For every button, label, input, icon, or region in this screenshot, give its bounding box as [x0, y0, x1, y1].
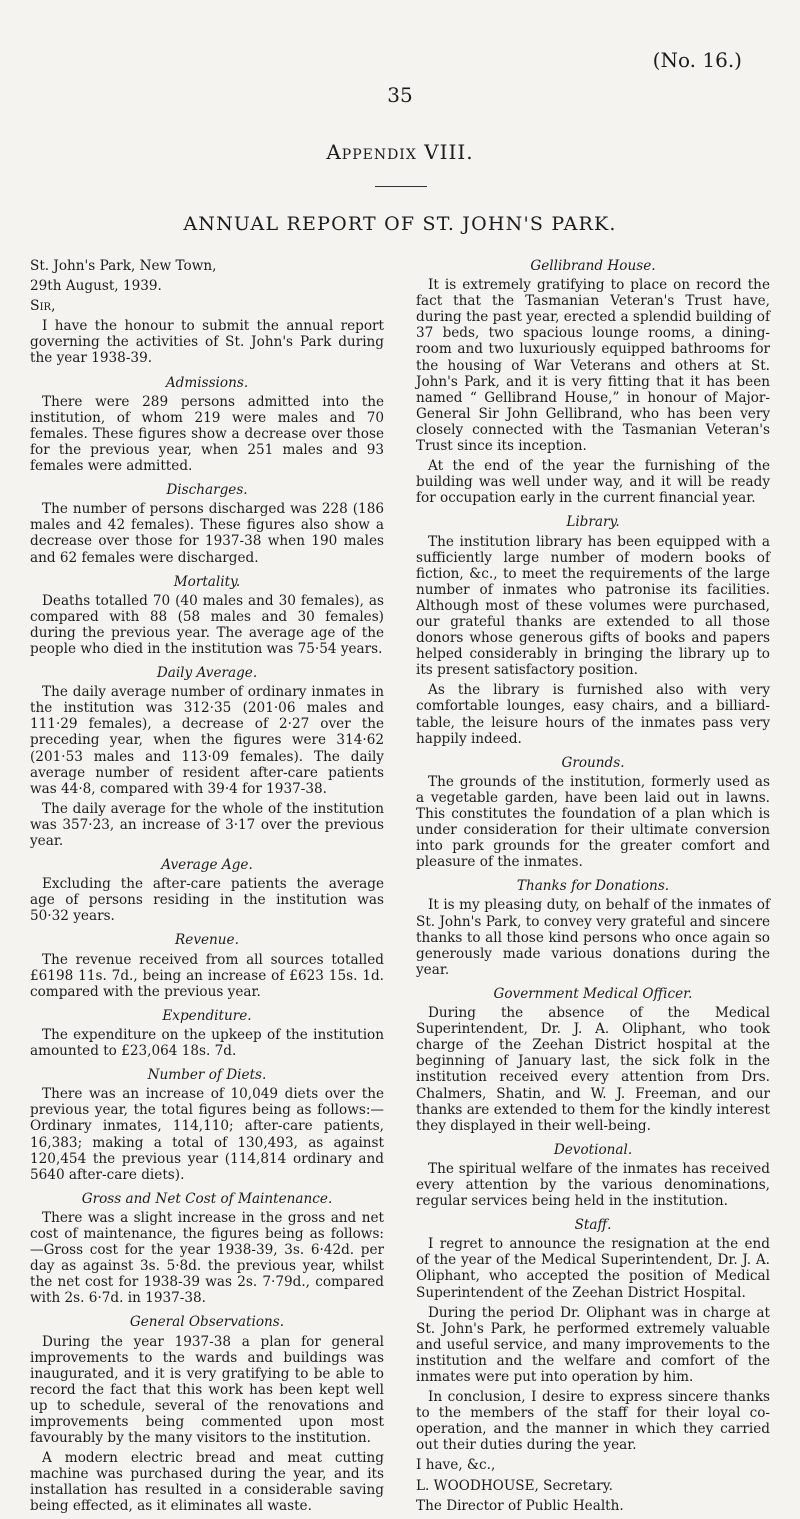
page-number: 35: [387, 83, 413, 107]
observations-paragraph-2: A modern electric bread and meat cutting machine was purchased during the year, and its installation has resulted in a considerable saving being effected, as it eliminates all waste.: [30, 1450, 384, 1515]
letter-address: St. John's Park, New Town,: [30, 258, 217, 274]
divider-rule: [375, 186, 427, 187]
section-heading-devotional: Devotional.: [553, 1141, 633, 1158]
library-paragraph-1: The institution library has been equipped with a sufficiently large number of modern books of fiction, &c., to meet the requirements of the large number of inmates who patronise its facilities. Although most of these volumes were purchased, our grateful thanks are extended to all those donors whose generous gifts of books and papers helped considerably in bringing the library up to its present satisfactory position.: [416, 533, 770, 679]
section-heading-revenue: Revenue.: [175, 932, 239, 949]
grounds-paragraph: The grounds of the institution, formerly used as a vegetable garden, have been laid out in lawns. This constitutes the foundation of a plan which is under consideration for their ultimate conversion into park grounds for the greater comfort and pleasure of the inmates.: [416, 773, 770, 871]
section-heading-staff: Staff.: [574, 1217, 612, 1234]
revenue-paragraph: The revenue received from all sources totalled £6198 11s. 7d., being an increase of £623 15s. 1d. compared with the previous year.: [30, 951, 384, 1000]
right-column: [416, 258, 770, 1518]
section-heading-medical: Government Medical Officer.: [493, 985, 693, 1002]
document-number: (No. 16.): [652, 48, 742, 72]
diets-paragraph: There was an increase of 10,049 diets over the previous year, the total figures being as follows:—Ordinary inmates, 114,110; after-care patients, 16,383; making a total of 130,493, as against 120,454 the previous year (114,814 ordinary and 5640 after-care diets).: [30, 1086, 384, 1183]
staff-paragraph-3: In conclusion, I desire to express sincere thanks to the members of the staff for their loyal co-operation, and the manner in which they carried out their duties during the year.: [416, 1389, 770, 1454]
admissions-paragraph: There were 289 persons admitted into the institution, of whom 219 were males and 70 females. These figures show a decrease over those for the previous year, when 251 males and 93 females were admitted.: [30, 393, 384, 475]
letter-date: 29th August, 1939.: [30, 278, 162, 295]
expenditure-paragraph: The expenditure on the upkeep of the institution amounted to £23,064 18s. 7d.: [30, 1026, 384, 1060]
cost-paragraph: There was a slight increase in the gross and net cost of maintenance, the figures being as follows:—Gross cost for the year 1938-39, 3s. 6·42d. per day as against 3s. 5·8d. the previous year, whilst the net cost for 1938-39 was 2s. 7·79d., compared with 2s. 6·7d. in 1937-38.: [30, 1209, 384, 1307]
section-heading-admissions: Admissions.: [165, 374, 249, 391]
intro-paragraph: I have the honour to submit the annual report governing the activities of St. John's Park during the year 1938-39.: [30, 318, 384, 367]
section-heading-daily-average: Daily Average.: [156, 665, 258, 682]
signoff: I have, &c.,: [416, 1457, 496, 1474]
report-title: ANNUAL REPORT OF ST. JOHN'S PARK.: [183, 213, 617, 235]
section-heading-library: Library.: [566, 514, 620, 531]
section-heading-cost: Gross and Net Cost of Maintenance.: [81, 1190, 333, 1207]
medical-paragraph: During the absence of the Medical Superintendent, Dr. J. A. Oliphant, who took charge of the Zeehan District hospital at the beginning of January last, the sick folk in the institution received every attention from Drs. Chalmers, Shatin, and W. J. Freeman, and our thanks are extended to them for the kindly interest they displayed in their well-being.: [416, 1005, 770, 1134]
section-heading-expenditure: Expenditure.: [162, 1007, 252, 1024]
section-heading-average-age: Average Age.: [161, 857, 253, 874]
section-heading-grounds: Grounds.: [561, 754, 625, 771]
section-heading-thanks: Thanks for Donations.: [516, 878, 670, 895]
section-heading-gellibrand: Gellibrand House.: [530, 258, 656, 274]
signature: L. WOODHOUSE, Secretary.: [416, 1477, 613, 1494]
average-age-paragraph: Excluding the after-care patients the average age of persons residing in the institution was 50·32 years.: [30, 876, 384, 925]
gellibrand-paragraph-1: It is extremely gratifying to place on record the fact that the Tasmanian Veteran's Trust have, during the past year, erected a splendid building of 37 beds, two spacious lounge rooms, a dining-room and two luxuriously equipped bathrooms for the housing of War Veterans and others at St. John's Park, and it is very fitting that it has been named “ Gellibrand House,” in honour of Major-General Sir John Gellibrand, who has been very closely connected with the Tasmanian Veteran's Trust since its inception.: [416, 277, 770, 455]
observations-paragraph-1: During the year 1937-38 a plan for general improvements to the wards and buildings was inaugurated, and it is very gratifying to be able to record the fact that this work has been kept well up to schedule, several of the renovations and improvements being commented upon most favourably by the many visitors to the institution.: [30, 1333, 384, 1447]
section-heading-observations: General Observations.: [129, 1314, 285, 1331]
addressee: The Director of Public Health.: [416, 1497, 624, 1514]
appendix-heading: Appendix VIII.: [326, 140, 474, 164]
thanks-paragraph: It is my pleasing duty, on behalf of the inmates of St. John's Park, to convey very grateful and sincere thanks to all those kind persons who once again so generously made various donations during the year.: [416, 897, 770, 978]
devotional-paragraph: The spiritual welfare of the inmates has received every attention by the various denominations, regular services being held in the institution.: [416, 1160, 770, 1210]
staff-paragraph-1: I regret to announce the resignation at the end of the year of the Medical Superintendent, Dr. J. A. Oliphant, who accepted the position of Medical Superintendent of the Zeehan District Hospital.: [416, 1236, 770, 1301]
mortality-paragraph: Deaths totalled 70 (40 males and 30 females), as compared with 88 (58 males and 30 females) during the previous year. The average age of the people who died in the institution was 75·54 years.: [30, 592, 384, 657]
section-heading-discharges: Discharges.: [166, 482, 248, 499]
staff-paragraph-2: During the period Dr. Oliphant was in charge at St. John's Park, he performed extremely valuable and useful service, and many improvements to the institution and the welfare and comfort of the inmates were put into operation by him.: [416, 1304, 770, 1385]
left-column: [30, 258, 384, 1519]
library-paragraph-2: As the library is furnished also with very comfortable lounges, easy chairs, and a billiard-table, the leisure hours of the inmates pass very happily indeed.: [416, 682, 770, 747]
daily-average-paragraph-1: The daily average number of ordinary inmates in the institution was 312·35 (201·06 males and 111·29 females), a decrease of 2·27 over the preceding year, when the figures were 314·62 (201·53 males and 113·09 females). The daily average number of resident after-care patients was 44·8, compared with 39·4 for 1937-38.: [30, 684, 384, 797]
section-heading-mortality: Mortality.: [173, 573, 241, 590]
gellibrand-paragraph-2: At the end of the year the furnishing of the building was well under way, and it will be ready for occupation early in the current financial year.: [416, 458, 770, 507]
salutation: Sir,: [30, 298, 56, 315]
discharges-paragraph: The number of persons discharged was 228 (186 males and 42 females). These figures also show a decrease over those for 1937-38 when 190 males and 62 females were discharged.: [30, 501, 384, 566]
section-heading-diets: Number of Diets.: [147, 1067, 267, 1084]
daily-average-paragraph-2: The daily average for the whole of the institution was 357·23, an increase of 3·17 over the previous year.: [30, 800, 384, 849]
